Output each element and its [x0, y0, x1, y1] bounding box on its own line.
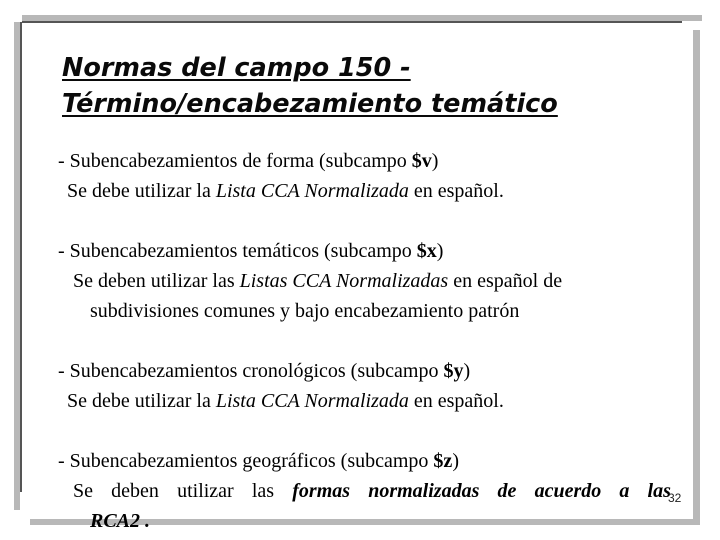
- slide-title: [62, 50, 682, 122]
- word: utilizar: [177, 480, 234, 502]
- text-part: Se deben utilizar las: [73, 270, 240, 292]
- section-forma: [58, 146, 678, 206]
- word-emphasis: de: [497, 480, 517, 502]
- section-text: [58, 176, 678, 206]
- heading-close: ): [463, 360, 471, 382]
- heading-close: ): [452, 450, 459, 472]
- section-heading: [58, 356, 678, 386]
- section-text: [58, 266, 678, 296]
- list-name: Listas CCA Normalizadas: [239, 270, 449, 292]
- text-part: Se debe utilizar la: [67, 390, 216, 412]
- heading-close: ): [436, 240, 444, 262]
- title-line-1: Normas del campo 150 -: [62, 53, 411, 83]
- word-emphasis: acuerdo: [534, 480, 602, 502]
- justified-line: [73, 476, 671, 506]
- text-part: Se debe utilizar la: [67, 180, 216, 202]
- text-part: en español.: [408, 180, 504, 202]
- section-text: [58, 386, 678, 416]
- subfield-code: $x: [416, 240, 437, 262]
- heading-text: - Subencabezamientos geográficos (subcampo: [58, 450, 434, 472]
- page-number: 32: [668, 491, 682, 505]
- slide-body: [58, 146, 678, 536]
- frame-left-line: [20, 22, 22, 492]
- word: las: [251, 480, 275, 502]
- section-heading: [58, 236, 678, 266]
- subfield-code: $y: [443, 360, 464, 382]
- word: deben: [111, 480, 159, 502]
- section-cronologicos: [58, 356, 678, 416]
- list-name: Lista CCA Normalizada: [215, 390, 409, 412]
- section-text-continued: subdivisiones comunes y bajo encabezamiento patrón: [90, 300, 520, 322]
- text-part: en español.: [408, 390, 504, 412]
- frame-top-line: [22, 21, 682, 23]
- section-geograficos: [58, 446, 678, 536]
- word-emphasis: normalizadas: [368, 480, 480, 502]
- subfield-code: $z: [433, 450, 453, 472]
- heading-text: - Subencabezamientos de forma (subcampo: [58, 150, 412, 172]
- title-line-2: Término/encabezamiento temático: [62, 89, 558, 119]
- subfield-code: $v: [411, 150, 432, 172]
- section-tematicos: [58, 236, 678, 326]
- section-text-continued: RCA2 .: [90, 510, 151, 532]
- list-name: Lista CCA Normalizada: [215, 180, 409, 202]
- word-emphasis: formas: [292, 480, 351, 502]
- word-emphasis: las: [647, 480, 671, 502]
- word-emphasis: a: [619, 480, 630, 502]
- heading-text: - Subencabezamientos temáticos (subcampo: [58, 240, 417, 262]
- section-text: [58, 476, 678, 506]
- section-heading: [58, 446, 678, 476]
- section-heading: [58, 146, 678, 176]
- frame-right-bar: [693, 30, 700, 525]
- heading-text: - Subencabezamientos cronológicos (subcampo: [58, 360, 444, 382]
- text-part: en español de: [448, 270, 563, 292]
- word: Se: [73, 480, 93, 502]
- heading-close: ): [431, 150, 439, 172]
